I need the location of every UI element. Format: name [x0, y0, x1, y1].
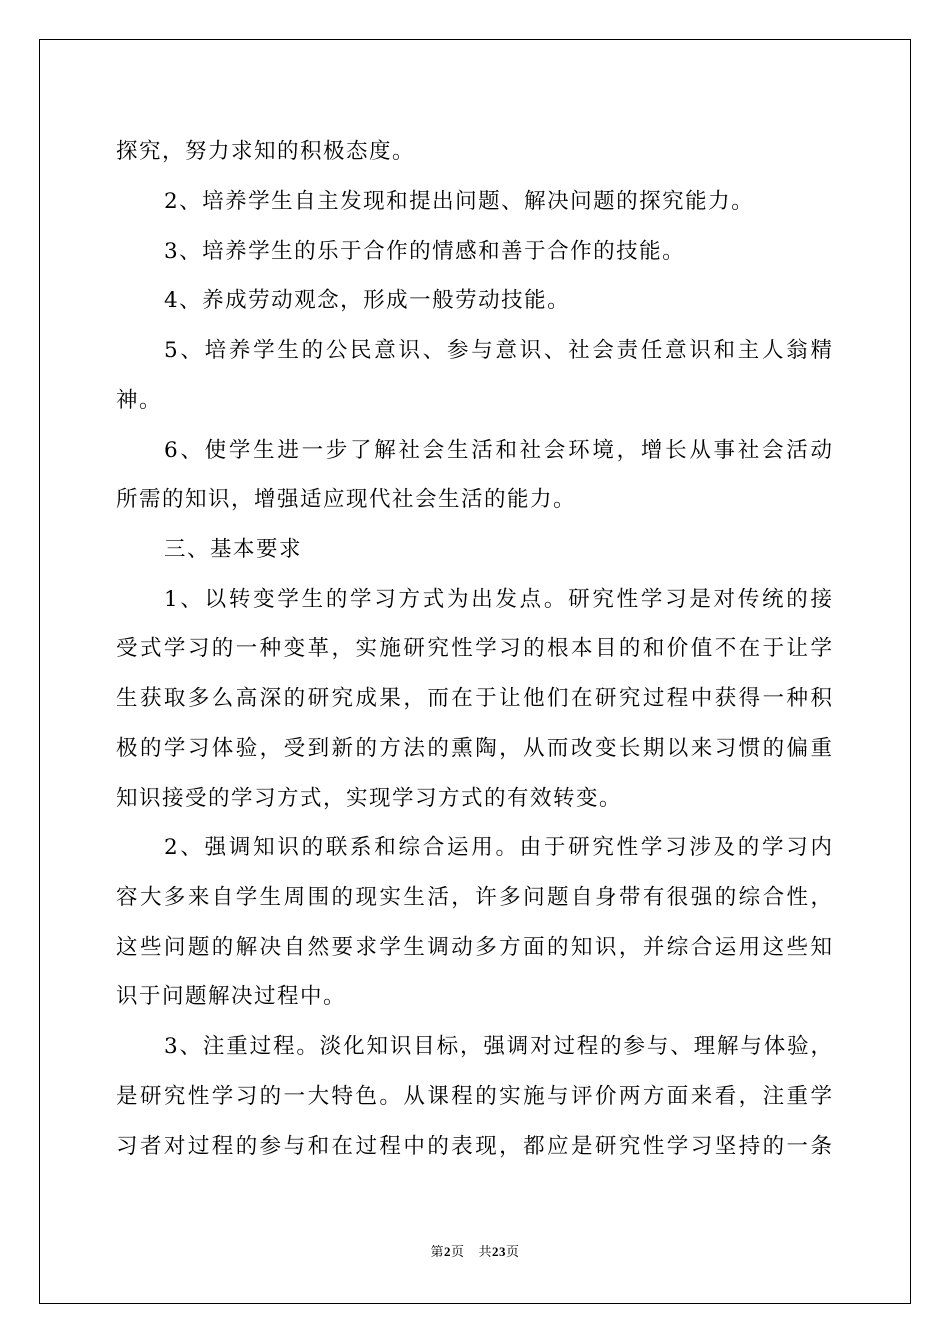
page-border [39, 39, 911, 1304]
paragraph-line: 探究，努力求知的积极态度。 [116, 139, 416, 164]
paragraph-line: 是研究性学习的一大特色。从课程的实施与评价两方面来看，注重学 [116, 1084, 832, 1109]
paragraph-line: 受式学习的一种变革，实施研究性学习的根本目的和价值不在于让学 [116, 636, 832, 661]
paragraph-line: 2、培养学生自主发现和提出问题、解决问题的探究能力。 [164, 189, 755, 214]
paragraph-line: 2、强调知识的联系和综合运用。由于研究性学习涉及的学习内 [164, 835, 832, 860]
total-label-prefix: 共 [478, 1245, 492, 1260]
paragraph-line: 识于问题解决过程中。 [116, 984, 347, 1009]
paragraph-line: 1、以转变学生的学习方式为出发点。研究性学习是对传统的接 [164, 587, 832, 612]
total-page-number: 23 [491, 1244, 506, 1259]
paragraph-line: 5、培养学生的公民意识、参与意识、社会责任意识和主人翁精 [164, 338, 832, 363]
paragraph-line: 所需的知识，增强适应现代社会生活的能力。 [116, 487, 577, 512]
total-label-unit: 页 [505, 1245, 520, 1260]
paragraph-line: 生获取多么高深的研究成果，而在于让他们在研究过程中获得一种积 [116, 686, 832, 711]
page-footer [0, 1244, 950, 1261]
current-page-number: 2 [444, 1244, 452, 1259]
section-heading: 三、基本要求 [164, 537, 303, 562]
paragraph-line: 神。 [116, 388, 163, 413]
paragraph-line: 6、使学生进一步了解社会生活和社会环境，增长从事社会活动 [164, 438, 832, 463]
paragraph-line: 知识接受的学习方式，实现学习方式的有效转变。 [116, 786, 623, 811]
paragraph-line: 极的学习体验，受到新的方法的熏陶，从而改变长期以来习惯的偏重 [116, 736, 832, 761]
paragraph-line: 习者对过程的参与和在过程中的表现，都应是研究性学习坚持的一条 [116, 1134, 832, 1159]
paragraph-line: 容大多来自学生周围的现实生活，许多问题自身带有很强的综合性， [116, 885, 832, 910]
paragraph-line: 4、养成劳动观念，形成一般劳动技能。 [164, 288, 571, 313]
paragraph-line: 这些问题的解决自然要求学生调动多方面的知识，并综合运用这些知 [116, 935, 832, 960]
page-label-prefix: 第 [430, 1245, 445, 1260]
paragraph-line: 3、注重过程。淡化知识目标，强调对过程的参与、理解与体验， [164, 1034, 832, 1059]
paragraph-line: 3、培养学生的乐于合作的情感和善于合作的技能。 [164, 239, 686, 264]
page-label-unit: 页 [451, 1245, 465, 1260]
